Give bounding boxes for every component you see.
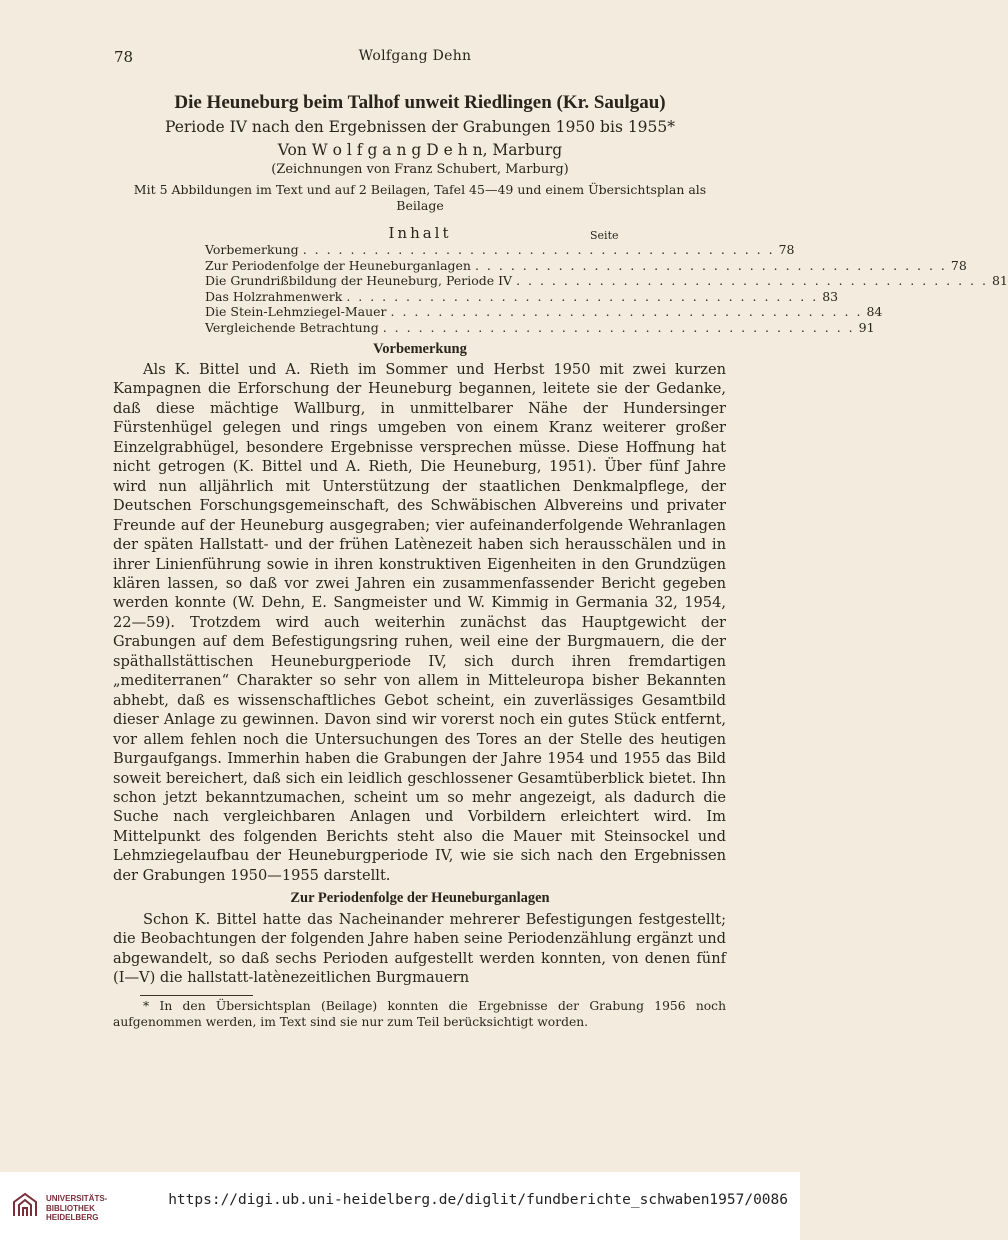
- toc-leader-dots: . . . . . . . . . . . . . . . . . . . . . . . . . . . . . . . . . . . . . . . .: [302, 242, 775, 257]
- section-body: [113, 910, 726, 988]
- toc-entry: [205, 257, 967, 274]
- toc-entry: [205, 242, 795, 258]
- footnote: * In den Übersichtsplan (Beilage) konnten die Ergebnisse der Grabung 1956 noch aufgenommen werden, im Text sind sie nur zum Teil berücksichtigt worden.: [113, 999, 726, 1029]
- article-title: Die Heuneburg beim Talhof unweit Riedlingen (Kr. Saulgau): [174, 92, 666, 113]
- library-name-line: BIBLIOTHEK: [46, 1203, 95, 1213]
- toc-heading: Inhalt: [388, 224, 452, 242]
- library-name-line: UNIVERSITÄTS-: [46, 1194, 108, 1203]
- section-heading: Zur Periodenfolge der Heuneburganlagen: [290, 890, 550, 906]
- toc-entry-page: 78: [778, 242, 795, 257]
- toc-leader-dots: . . . . . . . . . . . . . . . . . . . . . . . . . . . . . . . . . . . . . . . .: [346, 288, 819, 304]
- footnote-rule: [140, 995, 253, 996]
- source-url-link[interactable]: https://digi.ub.uni-heidelberg.de/diglit/fundberichte_schwaben1957/0086: [168, 1192, 788, 1208]
- toc-entry: [205, 273, 1008, 289]
- toc-leader-dots: . . . . . . . . . . . . . . . . . . . . . . . . . . . . . . . . . . . . . . . .: [474, 257, 947, 273]
- library-logo-icon: [10, 1190, 40, 1220]
- toc-entry-label: Die Grundrißbildung der Heuneburg, Periode IV: [205, 273, 513, 289]
- author-byline: Von W o l f g a n g D e h n, Marburg: [277, 141, 563, 159]
- toc-entry: [205, 288, 839, 305]
- table-of-contents: [205, 242, 1008, 336]
- drawings-credit: (Zeichnungen von Franz Schubert, Marburg): [271, 162, 569, 177]
- toc-page-label: Seite: [590, 229, 619, 242]
- toc-entry-page: 83: [822, 288, 839, 304]
- figures-note: Mit 5 Abbildungen im Text und auf 2 Beilagen, Tafel 45—49 und einem Übersichtsplan als Beilage: [133, 182, 707, 213]
- toc-entry-label: Die Stein-Lehmziegel-Mauer: [205, 304, 387, 320]
- toc-entry-page: 91: [858, 319, 875, 335]
- toc-entry-label: Das Holzrahmenwerk: [205, 288, 343, 304]
- running-head: Wolfgang Dehn: [358, 48, 472, 64]
- section-heading: Vorbemerkung: [373, 341, 467, 357]
- toc-entry-label: Zur Periodenfolge der Heuneburganlagen: [205, 257, 471, 273]
- library-name: [46, 1194, 107, 1223]
- paragraph: Als K. Bittel und A. Rieth im Sommer und Herbst 1950 mit zwei kurzen Kampagnen die Erforschung der Heuneburg begannen, leitete sie der Gedanke, daß diese mächtige Wallburg, in unmittelbarer Nähe der Hundersinger Fürstenhügel gelegen und rings umgeben von einem Kranz weiterer großer Einzelgrabhügel, besondere Ergebnisse versprechen müsse. Diese Hoffnung hat nicht getrogen (K. Bittel und A. Rieth, Die Heuneburg, 1951). Über fünf Jahre wird nun alljährlich mit Unterstützung der staatlichen Denkmalpflege, der Deutschen Forschungsgemeinschaft, des Schwäbischen Albvereins und privater Freunde auf der Heuneburg ausgegraben; vier aufeinanderfolgende Wehranlagen der späten Hallstatt- und der frühen Latènezeit haben sich herausschälen und in ihrer Linienführung sowie in ihren konstruktiven Eigenheiten in den Grundzügen klären lassen, so daß vor zwei Jahren ein zusammenfassender Bericht gegeben werden konnte (W. Dehn, E. Sangmeister und W. Kimmig in Germania 32, 1954, 22—59). Trotzdem wird auch weiterhin zunächst das Hauptgewicht der Grabungen auf dem Befestigungsring ruhen, weil eine der Burgmauern, die der späthallstättischen Heuneburgperiode IV, sich durch ihren fremdartigen „mediterranen“ Charakter so sehr von allem in Mitteleuropa bisher Bekannten abhebt, daß es wissenschaftliches Gebot scheint, ein zuverlässiges Gesamtbild dieser Anlage zu gewinnen. Davon sind wir vorerst noch ein gutes Stück entfernt, vor allem fehlen noch die Untersuchungen des Tores an der Stelle des heutigen Burgaufgangs. Immerhin haben die Grabungen der Jahre 1954 und 1955 das Bild soweit bereichert, daß sich ein leidlich geschlossener Gesamtüberblick bietet. Ihn schon jetzt bekanntzumachen, scheint um so mehr angezeigt, als dadurch die Suche nach vergleichbaren Anlagen und Vorbildern erleichtert wird. Im Mittelpunkt des folgenden Berichts steht also die Mauer mit Steinsockel und Lehmziegelaufbau der Heuneburgperiode IV, wie sie sich nach den Ergebnissen der Grabungen 1950—1955 darstellt.: [113, 361, 726, 884]
- section-body: [113, 360, 726, 885]
- article-subtitle: Periode IV nach den Ergebnissen der Grabungen 1950 bis 1955*: [164, 118, 676, 136]
- toc-leader-dots: . . . . . . . . . . . . . . . . . . . . . . . . . . . . . . . . . . . . . . . .: [382, 319, 855, 335]
- toc-entry-page: 84: [866, 304, 883, 320]
- toc-entry-page: 78: [950, 257, 967, 273]
- toc-leader-dots: . . . . . . . . . . . . . . . . . . . . . . . . . . . . . . . . . . . . . . . .: [516, 273, 988, 289]
- toc-entry: [205, 319, 875, 336]
- toc-leader-dots: . . . . . . . . . . . . . . . . . . . . . . . . . . . . . . . . . . . . . . . .: [390, 304, 863, 320]
- page-number: 78: [114, 48, 134, 66]
- paragraph: Schon K. Bittel hatte das Nacheinander mehrerer Befestigungen festgestellt; die Beobachtungen der folgenden Jahre haben seine Periodenzählung ergänzt und abgewandelt, so daß sechs Perioden aufgestellt werden konnten, von denen fünf (I—V) die hallstatt-latènezeitlichen Burgmauern: [113, 911, 726, 987]
- toc-entry-label: Vorbemerkung: [205, 242, 299, 257]
- library-name-line: HEIDELBERG: [46, 1213, 99, 1222]
- toc-entry-page: 81: [991, 273, 1008, 289]
- toc-entry: [205, 304, 883, 320]
- digitization-footer: [0, 1172, 800, 1240]
- toc-entry-label: Vergleichende Betrachtung: [205, 319, 379, 335]
